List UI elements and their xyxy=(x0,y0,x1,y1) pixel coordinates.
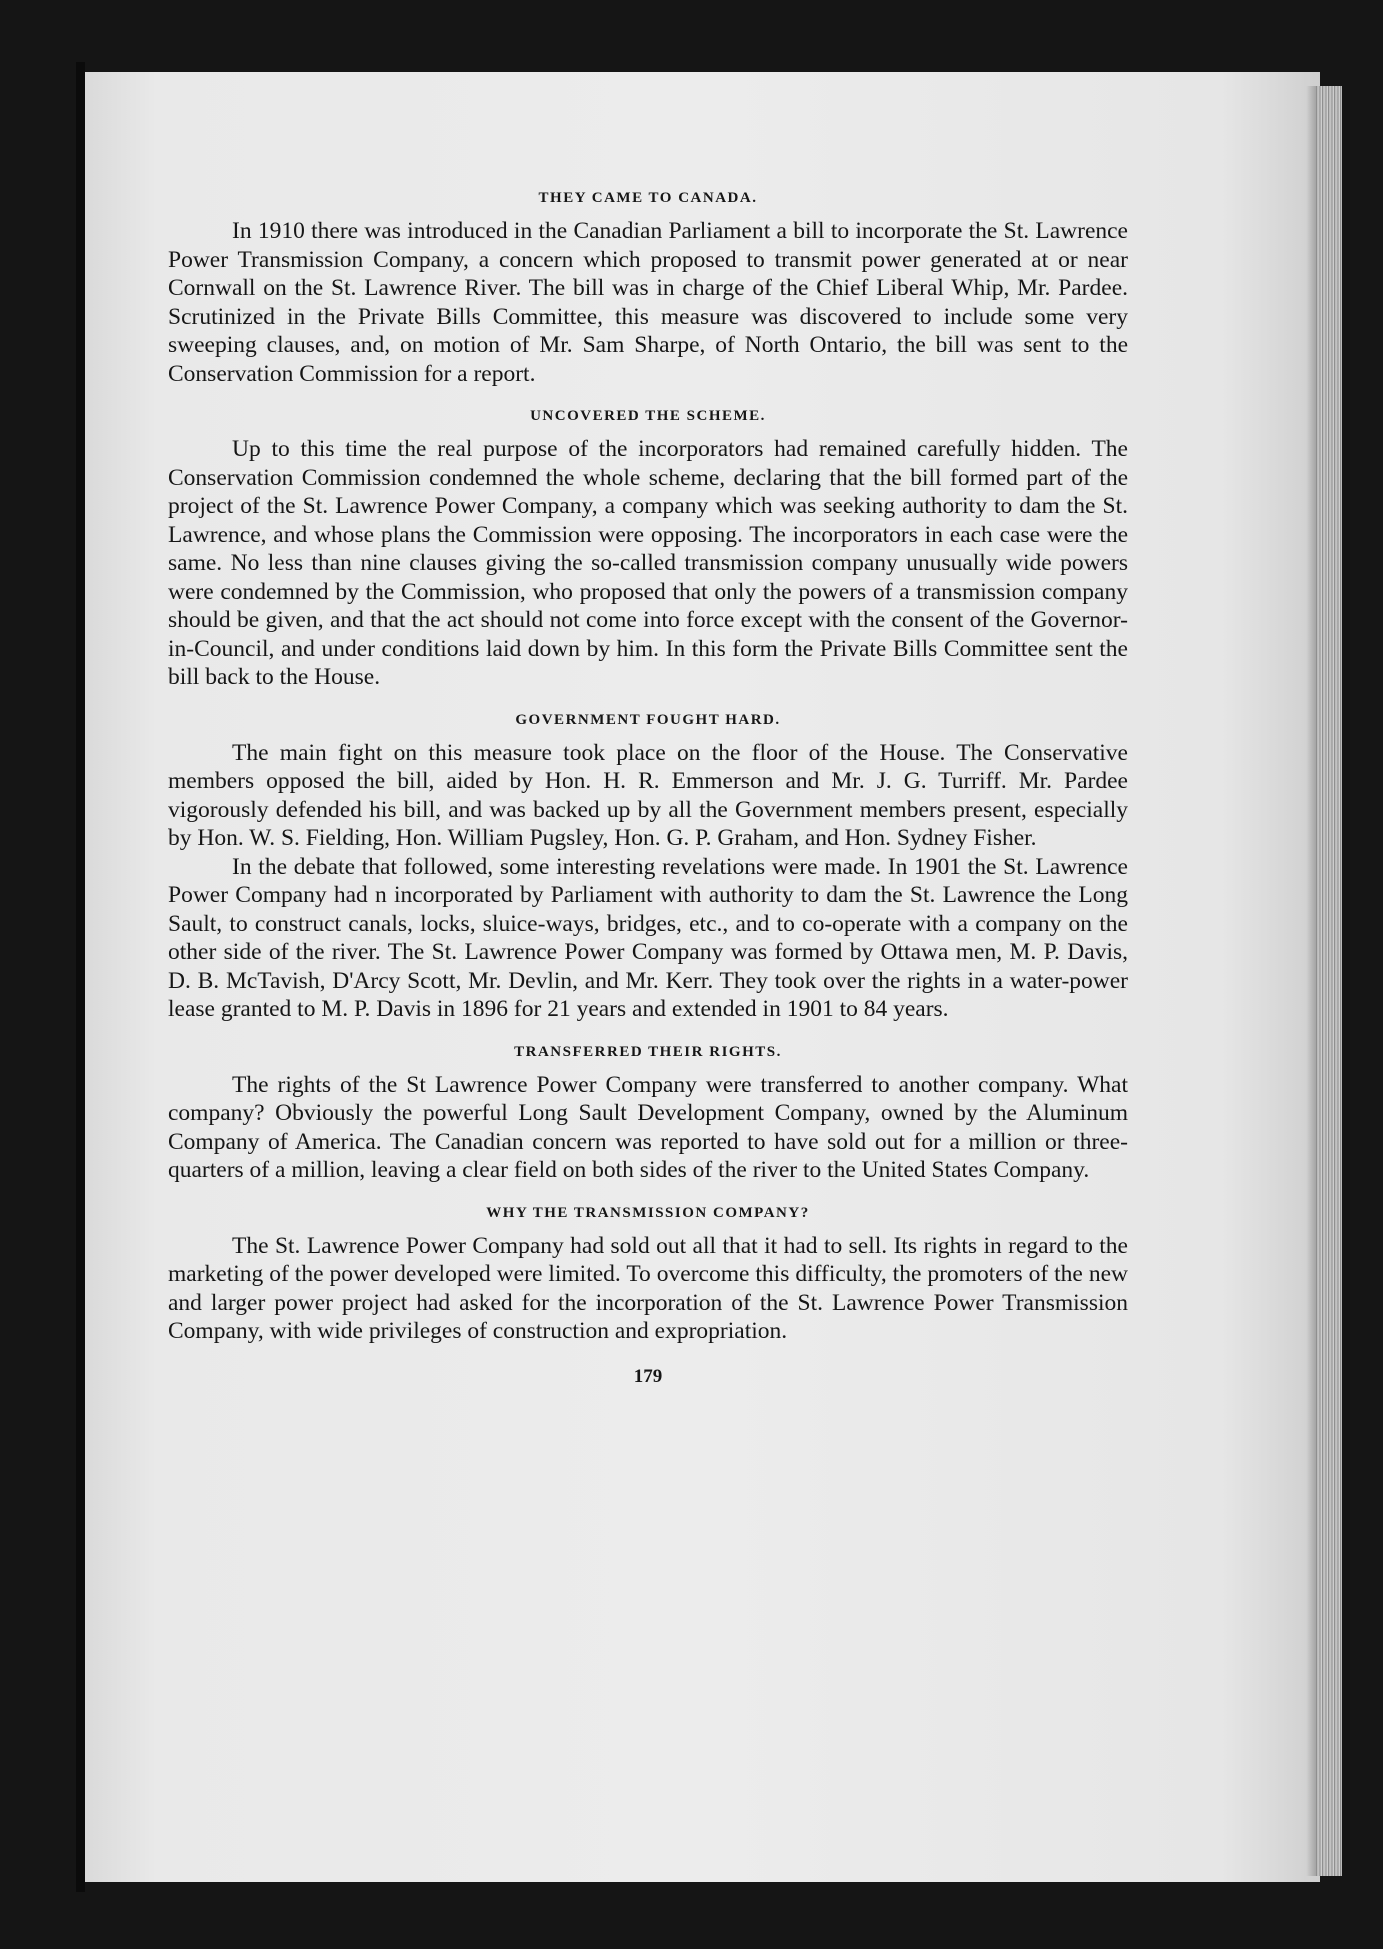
section-government-fought-hard xyxy=(168,712,1128,1024)
paragraph: The St. Lawrence Power Company had sold out all that it had to sell. Its rights in regard to the marketing of the power developed were limited. To overcome this difficulty, the promoters of the new and larger power project had asked for the incorporation of the St. Lawrence Power Transmission Company, with wide privileges of construction and expropriation. xyxy=(168,1232,1128,1344)
section-heading: THEY CAME TO CANADA. xyxy=(538,190,758,206)
section-heading: UNCOVERED THE SCHEME. xyxy=(530,408,766,424)
section-uncovered-the-scheme xyxy=(168,408,1128,692)
section-heading: WHY THE TRANSMISSION COMPANY? xyxy=(486,1204,810,1221)
page-stack-edge xyxy=(1316,86,1342,1876)
section-transferred-their-rights xyxy=(168,1044,1128,1185)
section-heading: TRANSFERRED THEIR RIGHTS. xyxy=(514,1043,782,1060)
section-they-came-to-canada xyxy=(168,190,1128,388)
paragraph: The rights of the St Lawrence Power Company were transferred to another company. What company? Obviously the powerful Long Sault Development Company, owned by the Aluminum Company of America. The Canadian concern was reported to have sold out for a million or three-quarters of a million, leaving a clear field on both sides of the river to the United States Company. xyxy=(168,1071,1128,1183)
section-heading: GOVERNMENT FOUGHT HARD. xyxy=(515,711,781,728)
paragraph: The main fight on this measure took place on the floor of the House. The Conservative members opposed the bill, aided by Hon. H. R. Emmerson and Mr. J. G. Turriff. Mr. Pardee vigorously defended his bill, and was backed up by all the Government members present, especially by Hon. W. S. Fielding, Hon. William Pugsley, Hon. G. P. Graham, and Hon. Sydney Fisher. xyxy=(168,739,1128,851)
paragraph: Up to this time the real purpose of the incorporators had remained carefully hidden. The Conservation Commission condemned the whole scheme, declaring that the bill formed part of the project of the St. Lawrence Power Company, a company which was seeking authority to dam the St. Lawrence, and whose plans the Commission were opposing. The incorporators in each case were the same. No less than nine clauses giving the so-called transmission company unusually wide powers were condemned by the Commission, who proposed that only the powers of a transmission company should be given, and that the act should not come into force except with the consent of the Governor-in-Council, and under conditions laid down by him. In this form the Private Bills Committee sent the bill back to the House. xyxy=(168,436,1128,690)
paragraph: In the debate that followed, some interesting revelations were made. In 1901 the St. Lawrence Power Company had n incorporated by Parliament with authority to dam the St. Lawrence the Long Sault, to construct canals, locks, sluice-ways, bridges, etc., and to co-operate with a company on the other side of the river. The St. Lawrence Power Company was formed by Ottawa men, M. P. Davis, D. B. McTavish, D'Arcy Scott, Mr. Devlin, and Mr. Kerr. They took over the rights in a water-power lease granted to M. P. Davis in 1896 for 21 years and extended in 1901 to 84 years. xyxy=(168,853,1128,1022)
section-why-the-transmission-company xyxy=(168,1205,1128,1346)
page-binding-edge xyxy=(76,62,85,1892)
paragraph: In 1910 there was introduced in the Canadian Parliament a bill to incorporate the St. Lawrence Power Transmission Company, a concern which proposed to transmit power generated at or near Cornwall on the St. Lawrence River. The bill was in charge of the Chief Liberal Whip, Mr. Pardee. Scrutinized in the Private Bills Committee, this measure was discovered to include some very sweeping clauses, and, on motion of Mr. Sam Sharpe, of North Ontario, the bill was sent to the Conservation Commission for a report. xyxy=(168,218,1128,387)
page-number: 179 xyxy=(633,1365,663,1387)
page-text xyxy=(168,190,1128,1388)
